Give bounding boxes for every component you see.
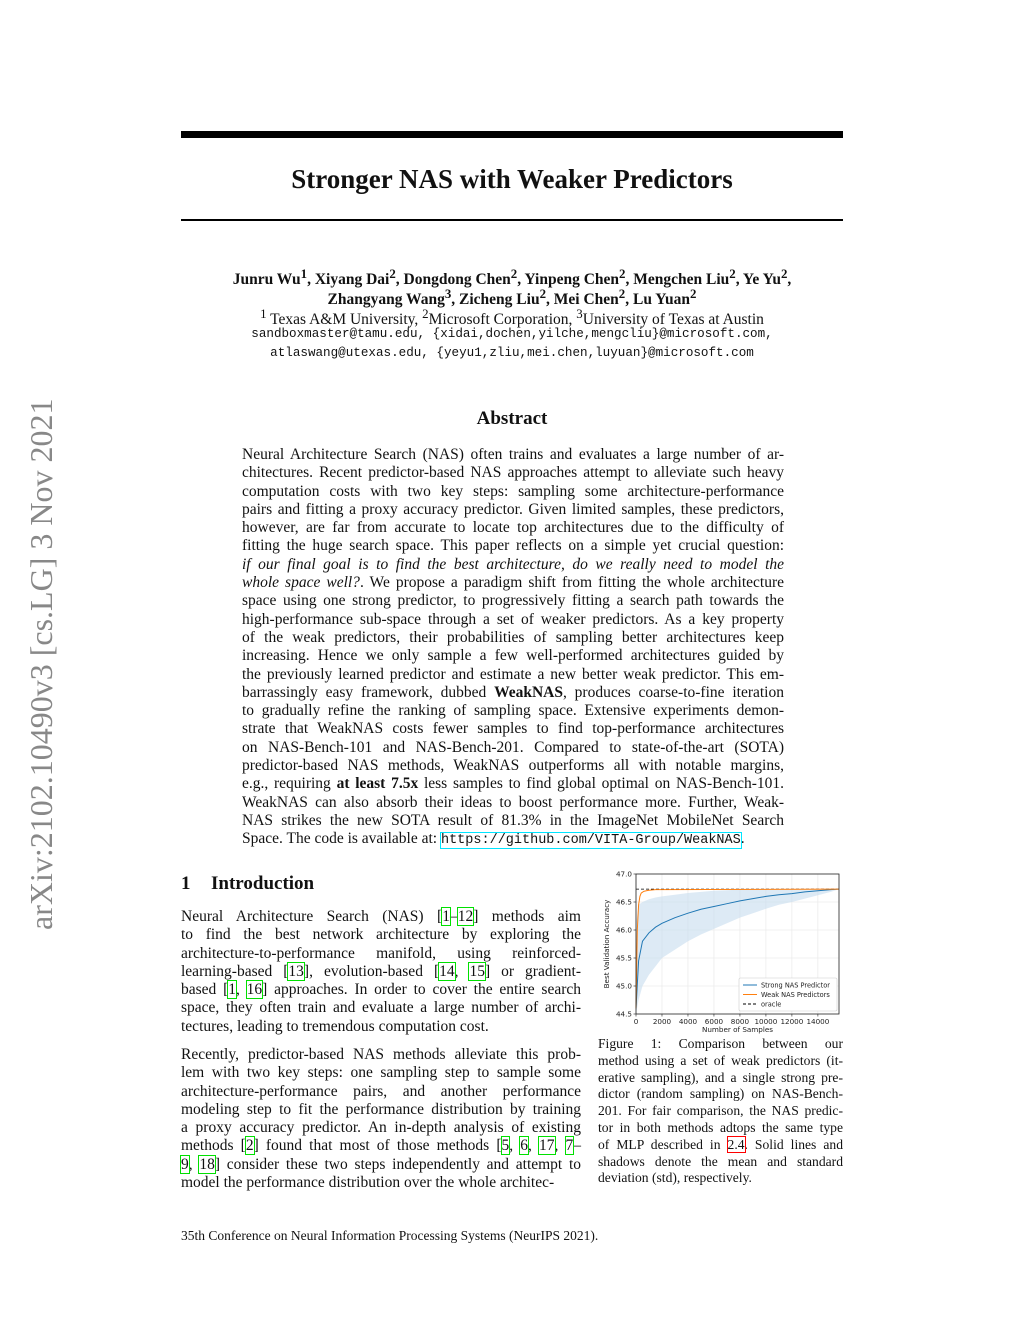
abstract-body: Neural Architecture Search (NAS) often trains and evaluates a large number of ar- chitectures. Recent predictor-based NAS approaches attempt to alleviate such heavy computation costs with two key steps: sampling some architecture-performance pairs and fitting a proxy accuracy predictor. Given limited samples, these predictors, however, are far from accurate to locate top architectures due to the difficulty of fitting the huge search space. This paper reflects on a simple yet crucial question: if our final goal is to find the best architecture, do we really need to model the whole space well?. We propose a paradigm shift from fitting the whole architecture space using one strong predictor, to progressively fitting a search path towards the high-performance sub-space through a set of weaker predictors. As a key property of the weak predictors, their probabilities of sampling better architectures keep increasing. Hence we only sample a few well-performed architectures guided by the previously learned predictor and estimate a new better weak predictor. This em- barrassingly easy framework, dubbed WeakNAS, produces coarse-to-fine iteration to gradually refine the ranking of sampling space. Extensive experiments demon- strate that WeakNAS costs fewer samples to find top-performance architectures on NAS-Bench-101 and NAS-Bench-201. Compared to state-of-the-art (SOTA) predictor-based NAS methods, WeakNAS outperforms all with notable margins, e.g., requiring at least 7.5x less samples to find global optimal on NAS-Bench-101. WeakNAS can also absorb their ideas to boost performance more. Further, Weak- NAS strikes the new SOTA result of 81.3% in the ImageNet MobileNet Search Space. The code is available at: https://github.com/VITA-Group/WeakNAS.: [242, 446, 784, 849]
citation-link[interactable]: 15: [469, 962, 485, 980]
citation-link[interactable]: 1: [442, 908, 450, 925]
affiliations: $^1$ Texas A&M University, $^2$Microsoft Corporation, $^3$University of Texas at Austin: [260, 306, 764, 329]
figure-1-chart: [596, 862, 846, 1037]
emails-line-1: sandboxmaster@tamu.edu, {xidai,dochen,yilche,mengcliu}@microsoft.com,: [251, 327, 773, 341]
legend-label: oracle: [761, 1000, 782, 1009]
legend-label: Strong NAS Predictor: [761, 981, 831, 990]
arxiv-identifier: arXiv:2102.10490v3 [cs.LG] 3 Nov 2021: [23, 398, 59, 930]
author-name: Mei Chen: [553, 291, 619, 309]
intro-paragraph-2: Recently, predictor-based NAS methods alleviate this prob- lem with two key steps: one sampling step to sample some architecture-performance pairs, and another performance modeling step to fit the performance distribution by training a proxy accuracy predictor. An in-depth analysis of existing methods [2] found that most of those methods [5, 6, 17, 7– 9, 18] consider these two steps independently and attempt to model the performance distribution over the whole architec-: [181, 1046, 582, 1192]
citation-link[interactable]: 14: [439, 962, 455, 980]
author-name: Lu Yuan: [633, 291, 691, 309]
conference-footer: 35th Conference on Neural Information Processing Systems (NeurIPS 2021).: [181, 1228, 599, 1243]
citation-link[interactable]: 5: [501, 1137, 510, 1155]
author-name: Mengchen Liu: [633, 271, 730, 289]
x-tick-label: 12000: [780, 1017, 804, 1026]
y-tick-label: 46.0: [615, 925, 632, 935]
citation-link[interactable]: 2: [245, 1137, 254, 1155]
code-repo-link[interactable]: https://github.com/VITA-Group/WeakNAS: [440, 833, 741, 849]
x-axis-label: Number of Samples: [701, 1025, 774, 1034]
author-line-2: Zhangyang Wang$^3$, Zicheng Liu$^2$, Mei Chen$^2$, Lu Yuan$^2$: [327, 286, 697, 309]
paper-title: Stronger NAS with Weaker Predictors: [291, 164, 733, 194]
author-line-1: Junru Wu$^1$, Xiyang Dai$^2$, Dongdong Chen$^2$, Yinpeng Chen$^2$, Mengchen Liu$^2$, Ye Yu$^2$,: [232, 266, 792, 289]
author-name: Ye Yu: [742, 271, 781, 289]
author-name: Zicheng Liu: [459, 291, 540, 309]
title-bottom-rule: [181, 219, 843, 221]
x-tick-label: 6000: [704, 1017, 724, 1026]
x-tick-label: 0: [633, 1017, 639, 1026]
citation-link[interactable]: 1: [228, 981, 236, 999]
y-tick-label: 45.0: [615, 981, 632, 991]
citation-link[interactable]: 17: [539, 1137, 555, 1155]
citation-link[interactable]: 9: [181, 1155, 189, 1173]
emails-line-2: atlaswang@utexas.edu, {yeyu1,zliu,mei.chen,luyuan}@microsoft.com: [270, 346, 754, 360]
author-name: Dongdong Chen: [403, 271, 511, 289]
x-tick-label: 14000: [806, 1017, 830, 1026]
y-tick-label: 45.5: [615, 953, 632, 963]
section-heading-introduction: 1 Introduction: [181, 873, 315, 894]
y-tick-label: 47.0: [615, 869, 632, 879]
citation-link[interactable]: 12: [457, 908, 474, 925]
x-tick-label: 4000: [678, 1017, 698, 1026]
author-name: Xiyang Dai: [314, 271, 390, 289]
intro-paragraph-1: Neural Architecture Search (NAS) [1–12] methods aim to find the best network architecture by exploring the architecture-to-performance manifold, using reinforced- learning-based [13], evolution-based [14, 15] or gradient- based [1, 16] approaches. In order to cover the entire search space, they often train and evaluate a large number of archi- tectures, leading to tremendous computation cost.: [181, 908, 581, 1035]
figure-1-caption: Figure 1: Comparison between our method using a set of weak predictors (it- erative sampling), and a single strong pre- dictor (random sampling) on NAS-Bench- 201. For fair comparison, the NAS predic- tor in both methods adtops the same type of MLP described in 2.4. Solid lines and shadows denote the mean and standard deviation (std), respectively.: [598, 1036, 843, 1186]
author-name: Zhangyang Wang: [327, 291, 445, 309]
y-axis-label: Best Validation Accuracy: [602, 899, 611, 989]
citation-link[interactable]: 16: [246, 981, 263, 999]
citation-link[interactable]: 13: [288, 962, 304, 980]
y-tick-label: 44.5: [615, 1009, 632, 1019]
legend-label: Weak NAS Predictors: [761, 990, 830, 999]
author-name: Yinpeng Chen: [524, 271, 620, 289]
y-tick-label: 46.5: [615, 897, 632, 907]
x-tick-label: 2000: [652, 1017, 672, 1026]
author-name: Junru Wu: [232, 271, 301, 289]
citation-link[interactable]: 18: [199, 1155, 215, 1173]
citation-link[interactable]: 7: [565, 1137, 574, 1155]
title-top-rule: [181, 131, 843, 138]
section-ref-link[interactable]: 2.4: [727, 1136, 745, 1152]
x-tick-label: 10000: [754, 1017, 778, 1026]
abstract-heading: Abstract: [476, 408, 548, 429]
x-tick-label: 8000: [730, 1017, 750, 1026]
citation-link[interactable]: 6: [520, 1137, 529, 1155]
